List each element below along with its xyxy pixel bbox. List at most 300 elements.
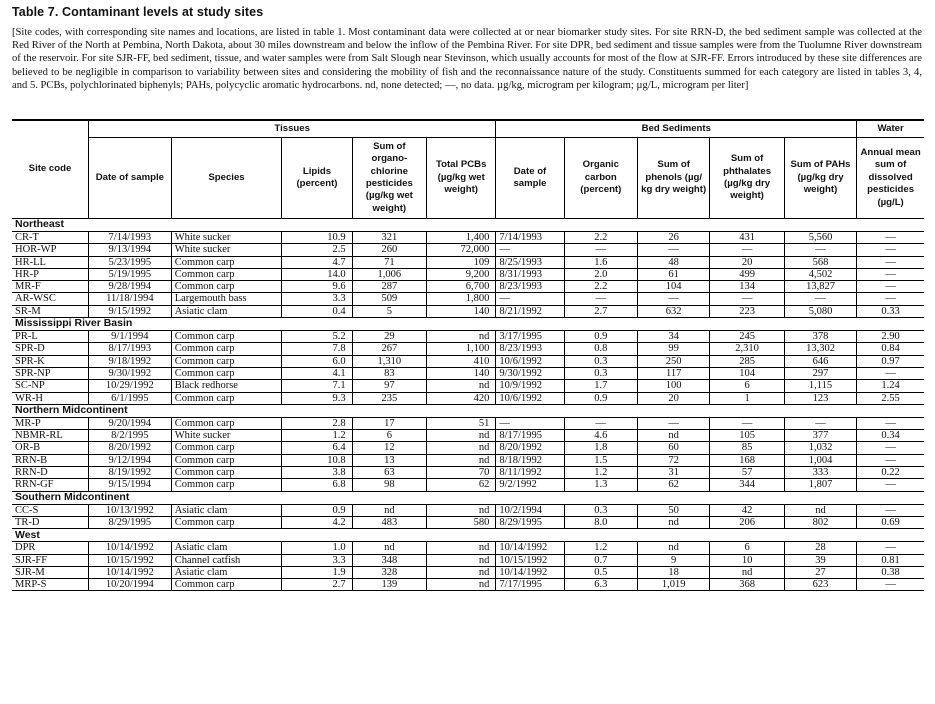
table-cell: Asiatic clam xyxy=(171,504,282,516)
table-cell: 9/28/1994 xyxy=(89,281,172,293)
table-cell: — xyxy=(857,244,924,256)
table-cell: 62 xyxy=(427,479,496,491)
table-cell: 71 xyxy=(352,256,426,268)
table-cell: OR-B xyxy=(12,442,89,454)
col-tissue-date: Date of sample xyxy=(89,138,172,219)
table-cell: 1.5 xyxy=(564,454,637,466)
table-cell: 245 xyxy=(710,331,784,343)
section-row xyxy=(12,529,924,542)
table-cell: 9/30/1992 xyxy=(89,367,172,379)
table-cell: Asiatic clam xyxy=(171,542,282,554)
table-cell: 51 xyxy=(427,417,496,429)
table-cell: 368 xyxy=(710,579,784,591)
table-cell: 1,006 xyxy=(352,268,426,280)
table-cell: 8/29/1995 xyxy=(496,516,564,528)
table-cell: CR-T xyxy=(12,232,89,244)
table-cell: 0.22 xyxy=(857,467,924,479)
table-cell: 97 xyxy=(352,380,426,392)
table-cell: nd xyxy=(427,380,496,392)
table-cell: 39 xyxy=(784,554,856,566)
table-cell: 8/25/1993 xyxy=(496,256,564,268)
table-cell: 0.9 xyxy=(564,331,637,343)
table-cell: White sucker xyxy=(171,232,282,244)
table-cell: 9/20/1994 xyxy=(89,417,172,429)
table-cell: MRP-S xyxy=(12,579,89,591)
table-cell: nd xyxy=(352,504,426,516)
table-cell: Common carp xyxy=(171,367,282,379)
table-cell: 0.81 xyxy=(857,554,924,566)
table-cell: Common carp xyxy=(171,454,282,466)
col-water-pesticides: Annual mean sum of dissolved pesticides (µg/L) xyxy=(857,138,924,219)
table-cell: Common carp xyxy=(171,442,282,454)
table-cell: Common carp xyxy=(171,516,282,528)
table-cell: 10/29/1992 xyxy=(89,380,172,392)
table-cell: Common carp xyxy=(171,256,282,268)
section-heading: Northeast xyxy=(15,218,65,231)
table-cell: 42 xyxy=(710,504,784,516)
table-cell: 267 xyxy=(352,343,426,355)
table-cell: 802 xyxy=(784,516,856,528)
table-cell: 10/13/1992 xyxy=(89,504,172,516)
table-cell: 10/15/1992 xyxy=(89,554,172,566)
table-cell: 123 xyxy=(784,392,856,404)
table-cell: nd xyxy=(352,542,426,554)
table-cell: nd xyxy=(427,566,496,578)
table-cell: 0.97 xyxy=(857,355,924,367)
table-cell: — xyxy=(857,479,924,491)
table-cell: 109 xyxy=(427,256,496,268)
table-cell: 20 xyxy=(638,392,710,404)
table-title: Table 7. Contaminant levels at study sites xyxy=(12,5,264,19)
table-cell: PR-L xyxy=(12,331,89,343)
table-cell: 2.7 xyxy=(282,579,352,591)
table-cell: 8/23/1993 xyxy=(496,281,564,293)
table-cell: 7/17/1995 xyxy=(496,579,564,591)
table-cell: 1.8 xyxy=(564,442,637,454)
table-cell: 20 xyxy=(710,256,784,268)
table-row xyxy=(12,566,924,578)
table-cell: 8/29/1995 xyxy=(89,516,172,528)
table-cell: 117 xyxy=(638,367,710,379)
table-cell: 10/14/1992 xyxy=(89,566,172,578)
table-cell: 5/19/1995 xyxy=(89,268,172,280)
table-cell: 0.5 xyxy=(564,566,637,578)
table-cell: 1,004 xyxy=(784,454,856,466)
table-cell: DPR xyxy=(12,542,89,554)
table-row xyxy=(12,367,924,379)
table-cell: 509 xyxy=(352,293,426,305)
table-cell: 60 xyxy=(638,442,710,454)
table-cell: — xyxy=(857,367,924,379)
section-heading: Mississippi River Basin xyxy=(12,318,924,331)
table-cell: 7/14/1993 xyxy=(496,232,564,244)
table-cell: 100 xyxy=(638,380,710,392)
col-lipids: Lipids (percent) xyxy=(282,138,352,219)
table-cell: — xyxy=(564,244,637,256)
table-cell: 0.33 xyxy=(857,305,924,317)
table-cell: nd xyxy=(638,542,710,554)
table-cell: nd xyxy=(427,331,496,343)
table-cell: nd xyxy=(427,430,496,442)
table-cell: 0.38 xyxy=(857,566,924,578)
col-phthalates: Sum of phthalates (µg/kg dry weight) xyxy=(710,138,784,219)
table-cell: 8/20/1992 xyxy=(89,442,172,454)
table-cell: 72 xyxy=(638,454,710,466)
table-cell: 348 xyxy=(352,554,426,566)
table-cell: 9/15/1994 xyxy=(89,479,172,491)
col-species: Species xyxy=(171,138,282,219)
table-cell: 1.9 xyxy=(282,566,352,578)
table-cell: 1 xyxy=(710,392,784,404)
table-cell: 2.55 xyxy=(857,392,924,404)
table-cell: nd xyxy=(427,542,496,554)
table-cell: 104 xyxy=(710,367,784,379)
table-cell: 10/2/1994 xyxy=(496,504,564,516)
table-cell: 333 xyxy=(784,467,856,479)
table-cell: nd xyxy=(427,442,496,454)
table-cell: 6 xyxy=(710,380,784,392)
table-cell: 10/15/1992 xyxy=(496,554,564,566)
contaminant-table xyxy=(12,119,924,591)
table-cell: 12 xyxy=(352,442,426,454)
table-cell: 1.2 xyxy=(564,467,637,479)
table-cell: 62 xyxy=(638,479,710,491)
table-cell: 8/23/1993 xyxy=(496,343,564,355)
table-cell: HR-P xyxy=(12,268,89,280)
table-cell: 9/1/1994 xyxy=(89,331,172,343)
table-cell: RRN-D xyxy=(12,467,89,479)
table-cell: 1.6 xyxy=(564,256,637,268)
col-pahs: Sum of PAHs (µg/kg dry weight) xyxy=(784,138,856,219)
table-cell: White sucker xyxy=(171,430,282,442)
table-cell: HOR-WP xyxy=(12,244,89,256)
table-cell: 632 xyxy=(638,305,710,317)
table-cell: CC-S xyxy=(12,504,89,516)
table-cell: 2,310 xyxy=(710,343,784,355)
table-cell: 0.4 xyxy=(282,305,352,317)
table-row xyxy=(12,417,924,429)
table-row xyxy=(12,355,924,367)
table-cell: 34 xyxy=(638,331,710,343)
table-cell: NBMR-RL xyxy=(12,430,89,442)
table-cell: 140 xyxy=(427,367,496,379)
table-cell: 9/12/1994 xyxy=(89,454,172,466)
table-cell: 4,502 xyxy=(784,268,856,280)
col-oc-pesticides: Sum of organo-chlorine pesticides (µg/kg wet weight) xyxy=(352,138,426,219)
table-cell: 0.9 xyxy=(282,504,352,516)
table-cell: — xyxy=(638,417,710,429)
table-cell: 3.8 xyxy=(282,467,352,479)
table-cell: SR-M xyxy=(12,305,89,317)
table-cell: 499 xyxy=(710,268,784,280)
table-cell: 1,400 xyxy=(427,232,496,244)
table-cell: nd xyxy=(638,516,710,528)
table-row xyxy=(12,392,924,404)
table-cell: — xyxy=(857,268,924,280)
table-cell: Common carp xyxy=(171,331,282,343)
col-organic-carbon: Organic carbon (percent) xyxy=(564,138,637,219)
table-cell: — xyxy=(784,293,856,305)
table-cell: — xyxy=(564,417,637,429)
table-cell: 420 xyxy=(427,392,496,404)
table-row xyxy=(12,380,924,392)
col-phenols: Sum of phenols (µg/ kg dry weight) xyxy=(638,138,710,219)
table-cell: 139 xyxy=(352,579,426,591)
table-cell: 431 xyxy=(710,232,784,244)
table-cell: 2.2 xyxy=(564,232,637,244)
table-cell: Common carp xyxy=(171,268,282,280)
table-cell: 9/2/1992 xyxy=(496,479,564,491)
table-cell: 0.3 xyxy=(564,504,637,516)
table-cell: 70 xyxy=(427,467,496,479)
table-cell: — xyxy=(496,417,564,429)
table-cell: — xyxy=(857,442,924,454)
table-cell: 10/6/1992 xyxy=(496,392,564,404)
table-cell: — xyxy=(638,293,710,305)
table-cell: Asiatic clam xyxy=(171,566,282,578)
table-cell: — xyxy=(857,454,924,466)
table-cell: 0.8 xyxy=(564,343,637,355)
table-cell: — xyxy=(857,281,924,293)
table-cell: nd xyxy=(427,554,496,566)
table-cell: 10/14/1992 xyxy=(496,566,564,578)
table-cell: 4.2 xyxy=(282,516,352,528)
table-cell: 9/30/1992 xyxy=(496,367,564,379)
table-cell: 83 xyxy=(352,367,426,379)
table-cell: 98 xyxy=(352,479,426,491)
table-cell: 85 xyxy=(710,442,784,454)
table-cell: nd xyxy=(638,430,710,442)
section-row xyxy=(12,318,924,331)
table-cell: 0.3 xyxy=(564,355,637,367)
table-cell: 8/21/1992 xyxy=(496,305,564,317)
table-cell: Common carp xyxy=(171,343,282,355)
table-cell: 26 xyxy=(638,232,710,244)
table-row xyxy=(12,256,924,268)
table-cell: 11/18/1994 xyxy=(89,293,172,305)
table-cell: 4.1 xyxy=(282,367,352,379)
section-heading: West xyxy=(12,529,924,542)
table-cell: 6.3 xyxy=(564,579,637,591)
table-cell: 8/17/1995 xyxy=(496,430,564,442)
table-cell: 2.2 xyxy=(564,281,637,293)
table-cell: 13 xyxy=(352,454,426,466)
table-cell: 63 xyxy=(352,467,426,479)
table-cell: AR-WSC xyxy=(12,293,89,305)
table-cell: MR-P xyxy=(12,417,89,429)
table-cell: Channel catfish xyxy=(171,554,282,566)
table-cell: 1.0 xyxy=(282,542,352,554)
section-row xyxy=(12,219,924,232)
table-cell: 378 xyxy=(784,331,856,343)
table-cell: 223 xyxy=(710,305,784,317)
section-row xyxy=(12,404,924,417)
section-heading: Northern Midcontinent xyxy=(12,404,924,417)
table-cell: 580 xyxy=(427,516,496,528)
table-cell: 8/18/1992 xyxy=(496,454,564,466)
table-cell: 10/9/1992 xyxy=(496,380,564,392)
table-cell: 7.1 xyxy=(282,380,352,392)
table-cell: 9.6 xyxy=(282,281,352,293)
table-cell: 50 xyxy=(638,504,710,516)
table-cell: 104 xyxy=(638,281,710,293)
table-cell: 483 xyxy=(352,516,426,528)
col-site-code: Site code xyxy=(12,120,89,219)
table-cell: SC-NP xyxy=(12,380,89,392)
table-row xyxy=(12,244,924,256)
table-row xyxy=(12,479,924,491)
table-cell: 8.0 xyxy=(564,516,637,528)
table-cell: 10/20/1994 xyxy=(89,579,172,591)
table-cell: 6/1/1995 xyxy=(89,392,172,404)
table-cell: 8/11/1992 xyxy=(496,467,564,479)
table-cell: SJR-M xyxy=(12,566,89,578)
table-cell: 2.5 xyxy=(282,244,352,256)
table-body xyxy=(12,219,924,591)
table-cell: 646 xyxy=(784,355,856,367)
table-cell: 48 xyxy=(638,256,710,268)
table-cell: 2.0 xyxy=(564,268,637,280)
table-cell: TR-D xyxy=(12,516,89,528)
table-cell: SPR-K xyxy=(12,355,89,367)
table-cell: RRN-GF xyxy=(12,479,89,491)
table-cell: 61 xyxy=(638,268,710,280)
table-cell: 287 xyxy=(352,281,426,293)
table-cell: Common carp xyxy=(171,579,282,591)
group-bed-sediments: Bed Sediments xyxy=(496,120,857,138)
table-cell: 6,700 xyxy=(427,281,496,293)
table-cell: nd xyxy=(427,504,496,516)
table-cell: — xyxy=(857,293,924,305)
table-cell: 1.2 xyxy=(564,542,637,554)
table-cell: 27 xyxy=(784,566,856,578)
table-cell: — xyxy=(710,244,784,256)
table-cell: 1,100 xyxy=(427,343,496,355)
table-cell: 10/6/1992 xyxy=(496,355,564,367)
table-cell: 3/17/1995 xyxy=(496,331,564,343)
table-cell: 0.69 xyxy=(857,516,924,528)
table-cell: 14.0 xyxy=(282,268,352,280)
table-cell: 5,080 xyxy=(784,305,856,317)
table-cell: 168 xyxy=(710,454,784,466)
table-cell: 99 xyxy=(638,343,710,355)
table-cell: 6 xyxy=(352,430,426,442)
section-row xyxy=(12,491,924,504)
table-cell: — xyxy=(857,504,924,516)
table-cell: RRN-B xyxy=(12,454,89,466)
table-cell: 140 xyxy=(427,305,496,317)
table-cell: 7/14/1993 xyxy=(89,232,172,244)
table-row xyxy=(12,554,924,566)
table-row xyxy=(12,281,924,293)
table-cell: 6.8 xyxy=(282,479,352,491)
table-cell: MR-F xyxy=(12,281,89,293)
table-cell: — xyxy=(857,256,924,268)
table-cell: 623 xyxy=(784,579,856,591)
table-cell: Common carp xyxy=(171,467,282,479)
table-cell: 134 xyxy=(710,281,784,293)
table-cell: 105 xyxy=(710,430,784,442)
table-cell: 9/18/1992 xyxy=(89,355,172,367)
table-cell: 8/31/1993 xyxy=(496,268,564,280)
table-cell: 0.7 xyxy=(564,554,637,566)
table-cell: 8/20/1992 xyxy=(496,442,564,454)
table-cell: — xyxy=(857,417,924,429)
table-cell: 10/14/1992 xyxy=(496,542,564,554)
table-row xyxy=(12,454,924,466)
table-cell: 57 xyxy=(710,467,784,479)
table-cell: 6 xyxy=(710,542,784,554)
table-cell: 285 xyxy=(710,355,784,367)
table-row xyxy=(12,343,924,355)
table-cell: 4.6 xyxy=(564,430,637,442)
table-cell: 1,800 xyxy=(427,293,496,305)
table-cell: 31 xyxy=(638,467,710,479)
table-cell: 297 xyxy=(784,367,856,379)
col-sediment-date: Date of sample xyxy=(496,138,564,219)
table-cell: 72,000 xyxy=(427,244,496,256)
table-cell: Black redhorse xyxy=(171,380,282,392)
table-cell: — xyxy=(710,293,784,305)
table-cell: HR-LL xyxy=(12,256,89,268)
table-row xyxy=(12,579,924,591)
table-cell: 3.3 xyxy=(282,554,352,566)
table-row xyxy=(12,442,924,454)
table-cell: 5.2 xyxy=(282,331,352,343)
table-cell: 250 xyxy=(638,355,710,367)
table-cell: nd xyxy=(427,579,496,591)
table-cell: Asiatic clam xyxy=(171,305,282,317)
table-row xyxy=(12,516,924,528)
table-cell: 344 xyxy=(710,479,784,491)
table-cell: 10.9 xyxy=(282,232,352,244)
table-cell: 10.8 xyxy=(282,454,352,466)
table-cell: 0.9 xyxy=(564,392,637,404)
table-cell: 9/13/1994 xyxy=(89,244,172,256)
table-row xyxy=(12,542,924,554)
table-row xyxy=(12,331,924,343)
table-cell: 8/19/1992 xyxy=(89,467,172,479)
table-cell: Common carp xyxy=(171,479,282,491)
table-cell: — xyxy=(857,579,924,591)
table-cell: 13,827 xyxy=(784,281,856,293)
table-cell: SPR-NP xyxy=(12,367,89,379)
table-cell: — xyxy=(496,244,564,256)
table-cell: 0.34 xyxy=(857,430,924,442)
table-cell: 6.4 xyxy=(282,442,352,454)
table-cell: 2.8 xyxy=(282,417,352,429)
table-cell: 8/2/1995 xyxy=(89,430,172,442)
table-row xyxy=(12,305,924,317)
table-row xyxy=(12,232,924,244)
table-cell: WR-H xyxy=(12,392,89,404)
table-cell: Common carp xyxy=(171,392,282,404)
table-cell: 321 xyxy=(352,232,426,244)
table-cell: 18 xyxy=(638,566,710,578)
table-row xyxy=(12,504,924,516)
table-cell: 8/17/1993 xyxy=(89,343,172,355)
table-cell: 1.24 xyxy=(857,380,924,392)
table-cell: 328 xyxy=(352,566,426,578)
table-row xyxy=(12,467,924,479)
table-cell: 2.7 xyxy=(564,305,637,317)
table-cell: 1,807 xyxy=(784,479,856,491)
table-cell: 1,032 xyxy=(784,442,856,454)
table-cell: Common carp xyxy=(171,281,282,293)
table-cell: 1,310 xyxy=(352,355,426,367)
table-cell: 410 xyxy=(427,355,496,367)
table-cell: 9.3 xyxy=(282,392,352,404)
